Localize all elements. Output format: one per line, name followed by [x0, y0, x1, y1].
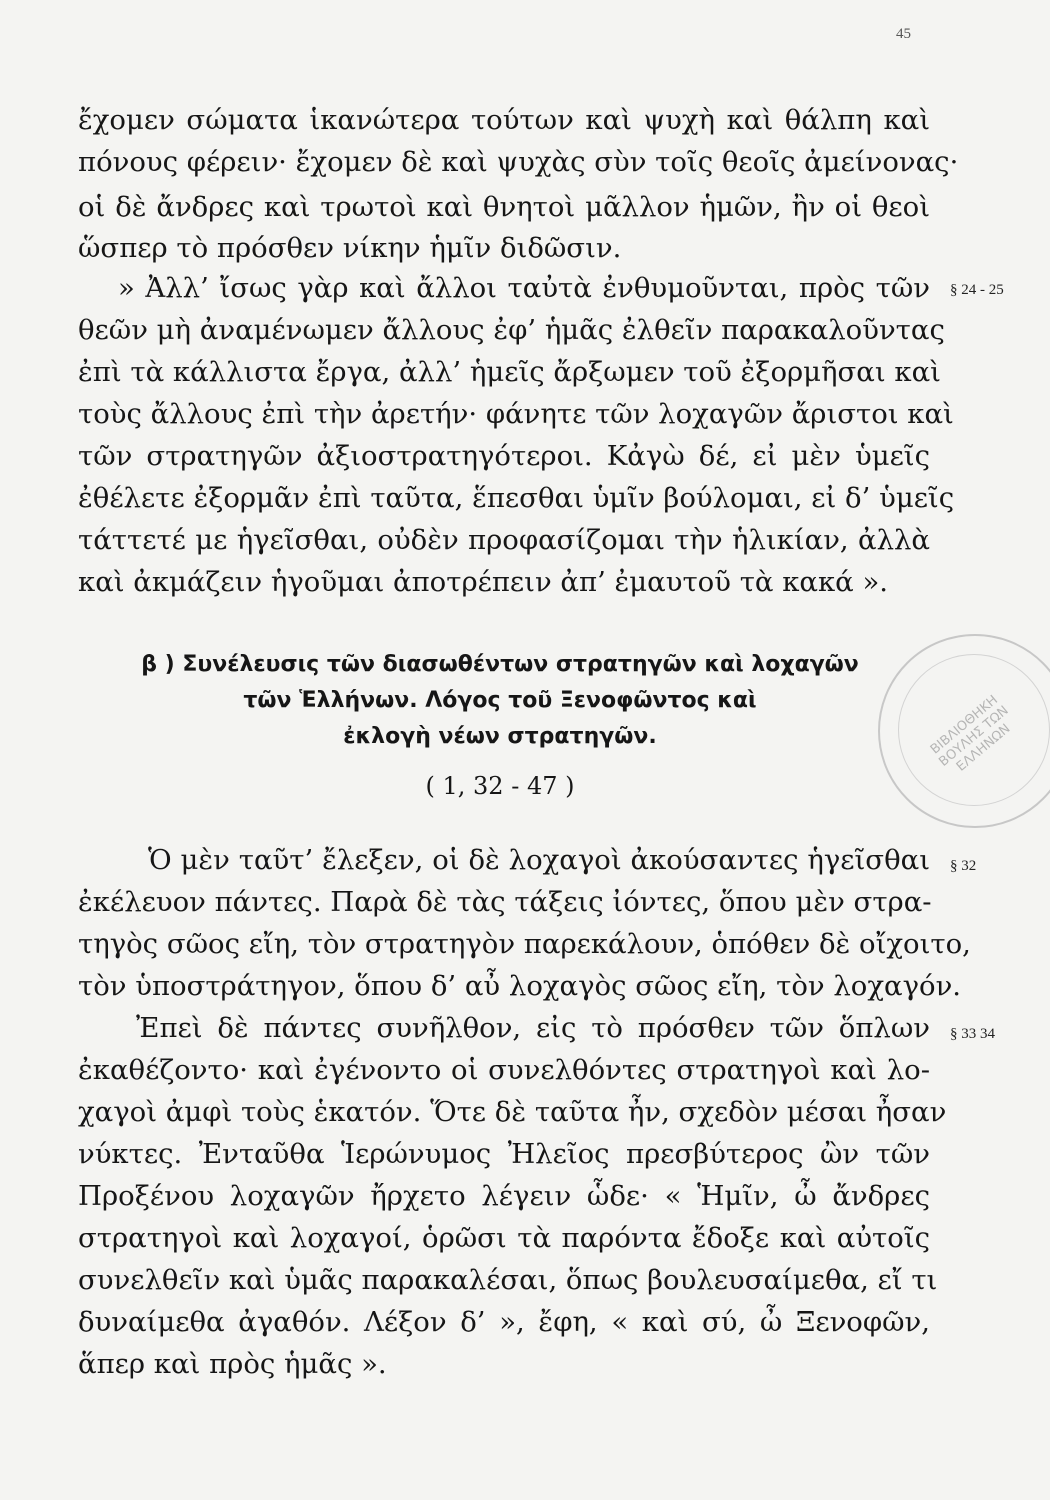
text-line: Ὁ μὲν ταῦτ’ ἔλεξεν, οἱ δὲ λοχαγοὶ ἀκούσαντες ἡγεῖσθαι — [148, 844, 930, 876]
text-line: τάττετέ με ἡγεῖσθαι, οὐδὲν προφασίζομαι τὴν ἡλικίαν, ἀλλὰ — [78, 524, 930, 556]
section-ref: § 24 - 25 — [950, 282, 1004, 298]
text-line: χαγοὶ ἀμφὶ τοὺς ἑκατόν. Ὅτε δὲ ταῦτα ἦν, σχεδὸν μέσαι ἦσαν — [78, 1096, 947, 1128]
text-line: ἐκέλευον πάντες. Παρὰ δὲ τὰς τάξεις ἰόντες, ὅπου μὲν στρα- — [78, 886, 932, 918]
text-line: ἔχομεν σώματα ἱκανώτερα τούτων καὶ ψυχὴ καὶ θάλπη καὶ — [78, 104, 930, 136]
text-line: νύκτες. Ἐνταῦθα Ἱερώνυμος Ἠλεῖος πρεσβύτερος ὢν τῶν — [78, 1138, 930, 1170]
section-ref: § 32 — [950, 858, 977, 874]
text-line: ἐκαθέζοντο· καὶ ἐγένοντο οἱ συνελθόντες στρατηγοὶ καὶ λο- — [78, 1054, 930, 1086]
text-line: ἐπὶ τὰ κάλλιστα ἔργα, ἀλλ’ ἡμεῖς ἄρξωμεν τοῦ ἐξορμῆσαι καὶ — [78, 356, 941, 388]
text-line: ὥσπερ τὸ πρόσθεν νίκην ἡμῖν διδῶσιν. — [78, 232, 622, 264]
section-heading-line: τῶν Ἑλλήνων. Λόγος τοῦ Ξενοφῶντος καὶ — [243, 688, 757, 713]
text-line: τοὺς ἄλλους ἐπὶ τὴν ἀρετήν· φάνητε τῶν λοχαγῶν ἄριστοι καὶ — [78, 398, 954, 430]
text-line: συνελθεῖν καὶ ὑμᾶς παρακαλέσαι, ὅπως βουλευσαίμεθα, εἴ τι — [78, 1264, 938, 1296]
text-line: Ἐπεὶ δὲ πάντες συνῆλθον, εἰς τὸ πρόσθεν τῶν ὅπλων — [136, 1012, 930, 1044]
text-line: ἐθέλετε ἐξορμᾶν ἐπὶ ταῦτα, ἕπεσθαι ὑμῖν βούλομαι, εἰ δ’ ὑμεῖς — [78, 482, 955, 514]
text-line: Προξένου λοχαγῶν ἤρχετο λέγειν ὧδε· « Ἡμῖν, ὦ ἄνδρες — [78, 1180, 930, 1212]
text-line: ἅπερ καὶ πρὸς ἡμᾶς ». — [78, 1348, 387, 1380]
text-line: τῶν στρατηγῶν ἀξιοστρατηγότεροι. Κἀγὼ δέ, εἰ μὲν ὑμεῖς — [78, 440, 930, 472]
page-number: 45 — [896, 26, 911, 42]
text-line: στρατηγοὶ καὶ λοχαγοί, ὁρῶσι τὰ παρόντα ἔδοξε καὶ αὐτοῖς — [78, 1222, 930, 1254]
text-line: τὸν ὑποστράτηγον, ὅπου δ’ αὖ λοχαγὸς σῶος εἴη, τὸν λοχαγόν. — [78, 970, 962, 1002]
stamp-text: ΒΙΒΛΙΟΘΗΚΗ ΒΟΥΛΗΣ ΤΩΝ ΕΛΛΗΝΩΝ — [927, 692, 1014, 775]
chapter-reference: ( 1, 32 - 47 ) — [425, 772, 575, 800]
text-line: οἱ δὲ ἄνδρες καὶ τρωτοὶ καὶ θνητοὶ μᾶλλον ἡμῶν, ἢν οἱ θεοὶ — [78, 191, 930, 223]
text-line: τηγὸς σῶος εἴη, τὸν στρατηγὸν παρεκάλουν, ὁπόθεν δὲ οἴχοιτο, — [78, 928, 971, 960]
text-line: καὶ ἀκμάζειν ἡγοῦμαι ἀποτρέπειν ἀπ’ ἐμαυτοῦ τὰ κακά ». — [78, 566, 889, 598]
text-line: δυναίμεθα ἀγαθόν. Λέξον δ’ », ἔφη, « καὶ σύ, ὦ Ξενοφῶν, — [78, 1306, 930, 1338]
section-ref: § 33 34 — [950, 1026, 995, 1042]
text-line: πόνους φέρειν· ἔχομεν δὲ καὶ ψυχὰς σὺν τοῖς θεοῖς ἀμείνονας· — [78, 146, 959, 178]
text-line: » Ἀλλ’ ἴσως γὰρ καὶ ἄλλοι ταὐτὰ ἐνθυμοῦνται, πρὸς τῶν — [118, 272, 930, 304]
text-line: θεῶν μὴ ἀναμένωμεν ἄλλους ἐφ’ ἡμᾶς ἐλθεῖν παρακαλοῦντας — [78, 314, 945, 346]
section-heading-line: ἐκλογὴ νέων στρατηγῶν. — [343, 724, 657, 749]
section-heading-line: β ) Συνέλευσις τῶν διασωθέντων στρατηγῶν καὶ λοχαγῶν — [141, 652, 859, 677]
